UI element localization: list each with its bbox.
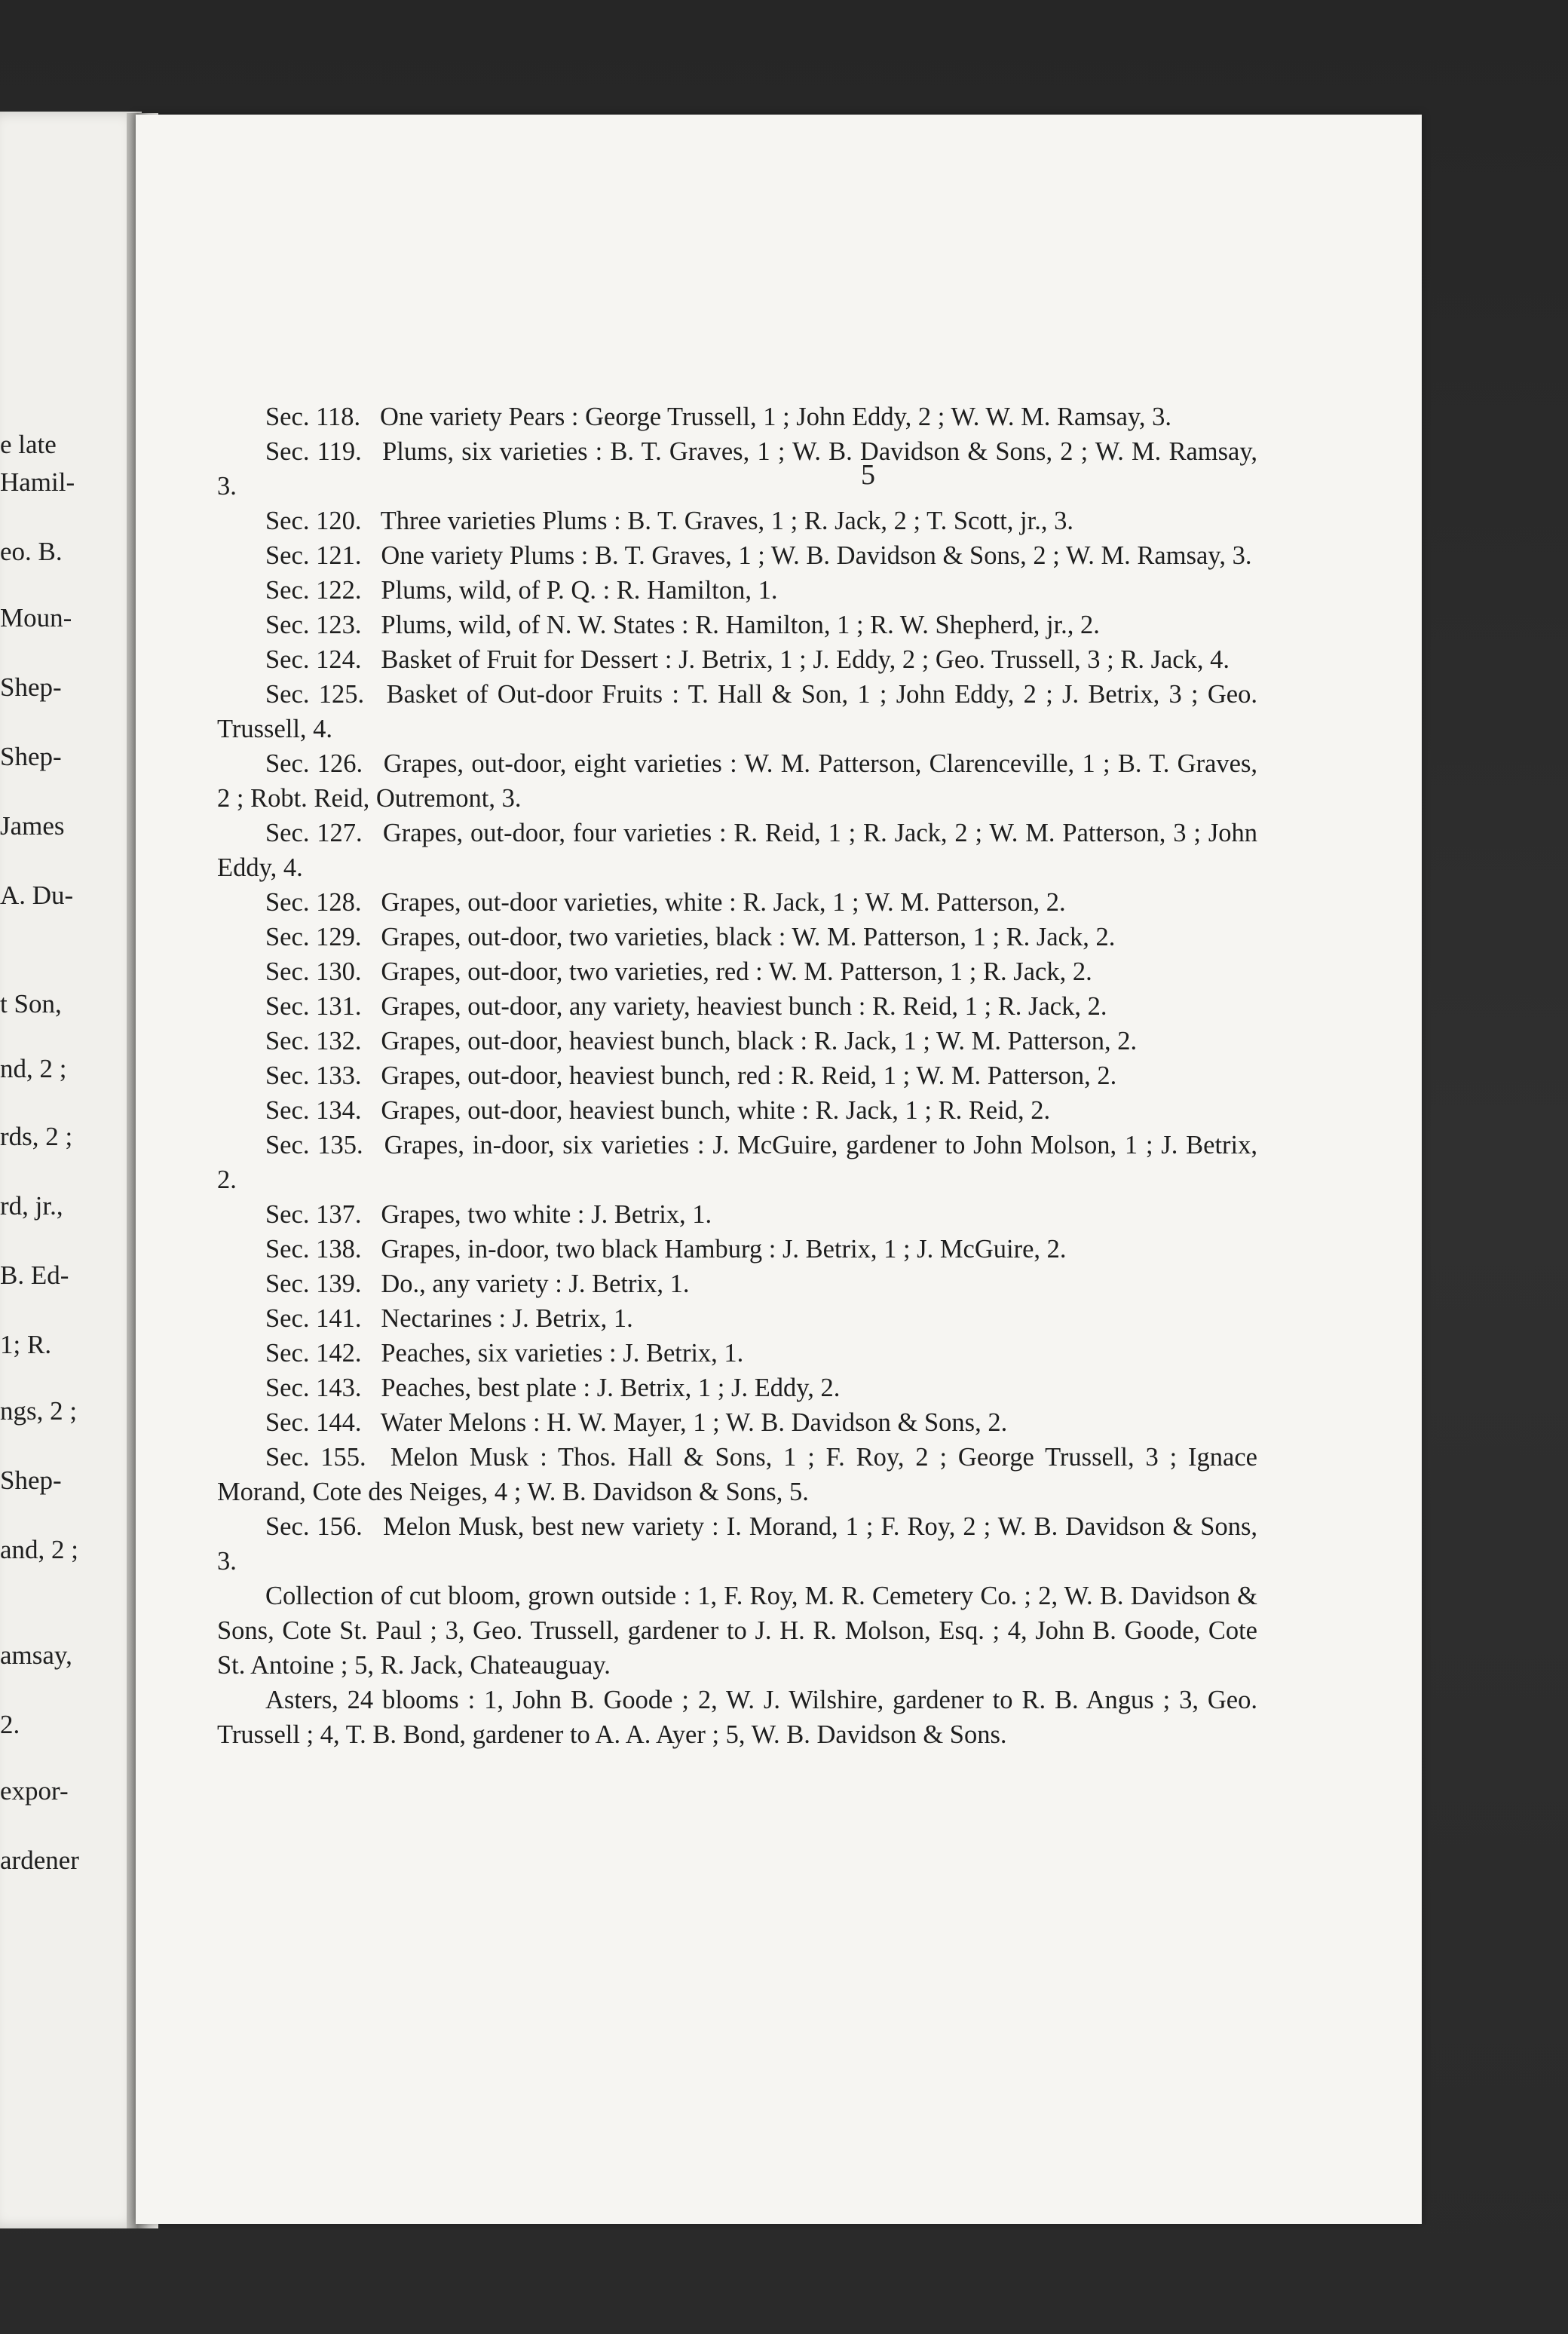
entry [217,920,1257,954]
left-page-fragment: e late [0,430,57,459]
entry [217,1058,1257,1093]
entry-text: Three varieties Plums : B. T. Graves, 1 ; R. Jack, 2 ; T. Scott, jr., 3. [380,507,1073,535]
entry [217,608,1257,642]
section-number: Sec. 144. [265,1408,362,1437]
entry-text: Water Melons : H. W. Mayer, 1 ; W. B. Davidson & Sons, 2. [380,1408,1008,1437]
section-number: Sec. 122. [265,576,362,605]
section-number: Sec. 135. [265,1131,363,1159]
entry-text: Peaches, six varieties : J. Betrix, 1. [381,1339,744,1368]
section-number: Sec. 137. [265,1200,362,1229]
entry-text: Melon Musk, best new variety : I. Morand, 1 ; F. Roy, 2 ; W. B. Davidson & Sons, 3. [217,1512,1258,1576]
entry [217,885,1257,920]
page-number: 5 [861,459,875,491]
entry [217,1371,1257,1405]
entry [217,746,1257,816]
entry [217,400,1257,434]
left-page-fragment: A. Du- [0,881,74,910]
entry [217,1093,1257,1128]
entry [217,1405,1257,1440]
entry [217,642,1257,677]
entry [217,1579,1257,1683]
section-number: Sec. 119. [265,437,362,466]
entry-text: Grapes, out-door, two varieties, black : W. M. Patterson, 1 ; R. Jack, 2. [381,923,1116,951]
entry-text: Asters, 24 blooms : 1, John B. Goode ; 2, W. J. Wilshire, gardener to R. B. Angus ; 3, Geo. Trussell ; 4, T. B. Bond, gardener to A. A. Ayer ; 5, W. B. Davidson & Sons. [217,1686,1257,1749]
section-number: Sec. 141. [265,1304,362,1333]
entry-text: Melon Musk : Thos. Hall & Sons, 1 ; F. Roy, 2 ; George Trussell, 3 ; Ignace Morand, Cote des Neiges, 4 ; W. B. Davidson & Sons, 5. [217,1443,1257,1506]
section-number: Sec. 132. [265,1027,362,1055]
section-number: Sec. 126. [265,749,363,778]
section-number: Sec. 130. [265,957,362,986]
left-page-fragment: amsay, [0,1640,72,1670]
left-page-fragment: rd, jr., [0,1191,63,1221]
left-page-fragment: t Son, [0,989,62,1018]
entry [217,1301,1257,1336]
left-page-fragment: 1; R. [0,1330,52,1359]
section-number: Sec. 142. [265,1339,362,1368]
entry-text: Plums, six varieties : B. T. Graves, 1 ; W. B. Davidson & Sons, 2 ; W. M. Ramsay, 3. [217,437,1257,501]
section-number: Sec. 155. [265,1443,366,1472]
entry [217,1336,1257,1371]
entry-text: Basket of Fruit for Dessert : J. Betrix, 1 ; J. Eddy, 2 ; Geo. Trussell, 3 ; R. Jack, 4. [381,645,1230,674]
left-page-fragment: expor- [0,1776,69,1806]
left-page-fragment: Moun- [0,603,72,633]
entry-text: Grapes, out-door, heaviest bunch, white : R. Jack, 1 ; R. Reid, 2. [381,1096,1051,1125]
left-page-fragment: Hamil- [0,467,75,497]
entry-text: Grapes, out-door, any variety, heaviest bunch : R. Reid, 1 ; R. Jack, 2. [381,992,1107,1021]
entry-text: One variety Plums : B. T. Graves, 1 ; W. B. Davidson & Sons, 2 ; W. M. Ramsay, 3. [381,541,1252,570]
entry [217,1128,1257,1197]
section-number: Sec. 125. [265,680,365,709]
entry-text: Grapes, out-door, heaviest bunch, red : R. Reid, 1 ; W. M. Patterson, 2. [381,1061,1117,1090]
left-page-fragment: 2. [0,1710,20,1739]
entry [217,677,1257,746]
entry [217,1267,1257,1301]
left-page-fragment: B. Ed- [0,1260,69,1290]
entry [217,1509,1257,1579]
left-page-fragment: ngs, 2 ; [0,1396,78,1426]
left-facing-page [0,112,142,2228]
entry [217,816,1257,885]
left-page-fragment: James [0,811,65,841]
entry [217,1232,1257,1267]
left-page-fragment: nd, 2 ; [0,1054,67,1083]
entry-text: Grapes, out-door, heaviest bunch, black : R. Jack, 1 ; W. M. Patterson, 2. [381,1027,1138,1055]
left-page-fragment: and, 2 ; [0,1535,79,1564]
entries-list [217,400,1257,1752]
entry [217,538,1257,573]
left-page-fragment: rds, 2 ; [0,1122,73,1151]
section-number: Sec. 124. [265,645,362,674]
section-number: Sec. 127. [265,819,363,847]
entry-text: Grapes, out-door varieties, white : R. Jack, 1 ; W. M. Patterson, 2. [381,888,1066,917]
entry-text: Grapes, in-door, six varieties : J. McGuire, gardener to John Molson, 1 ; J. Betrix, 2. [217,1131,1257,1194]
entry-text: Grapes, out-door, four varieties : R. Reid, 1 ; R. Jack, 2 ; W. M. Patterson, 3 ; John Eddy, 4. [217,819,1258,882]
entry-text: Plums, wild, of N. W. States : R. Hamilton, 1 ; R. W. Shepherd, jr., 2. [381,611,1100,639]
entry [217,1024,1257,1058]
entry-text: Grapes, out-door, two varieties, red : W. M. Patterson, 1 ; R. Jack, 2. [381,957,1092,986]
section-number: Sec. 121. [265,541,362,570]
entry-text: Plums, wild, of P. Q. : R. Hamilton, 1. [381,576,778,605]
entry-text: Grapes, out-door, eight varieties : W. M. Patterson, Clarenceville, 1 ; B. T. Graves, 2 ; Robt. Reid, Outremont, 3. [217,749,1257,813]
section-number: Sec. 156. [265,1512,363,1541]
entry [217,1197,1257,1232]
entry [217,1440,1257,1509]
section-number: Sec. 138. [265,1235,362,1263]
section-number: Sec. 131. [265,992,362,1021]
left-page-fragment: Shep- [0,742,62,771]
section-number: Sec. 129. [265,923,362,951]
left-page-fragment: eo. B. [0,537,63,566]
section-number: Sec. 139. [265,1270,362,1298]
entry-text: Peaches, best plate : J. Betrix, 1 ; J. Eddy, 2. [381,1374,841,1402]
entry-text: Grapes, two white : J. Betrix, 1. [381,1200,712,1229]
entry-text: Nectarines : J. Betrix, 1. [381,1304,633,1333]
entry [217,954,1257,989]
left-page-fragment: Shep- [0,672,62,702]
left-page-fragment: Shep- [0,1466,62,1495]
entry-text: Collection of cut bloom, grown outside : 1, F. Roy, M. R. Cemetery Co. ; 2, W. B. Davidson & Sons, Cote St. Paul ; 3, Geo. Trussell, gardener to J. H. R. Molson, Esq. ; 4, John B. Goode, Cote St. Antoine ; 5, R. Jack, Chateauguay. [217,1582,1257,1680]
entry [217,573,1257,608]
entry [217,1683,1257,1752]
entry-text: One variety Pears : George Trussell, 1 ; John Eddy, 2 ; W. W. M. Ramsay, 3. [380,403,1172,431]
section-number: Sec. 133. [265,1061,362,1090]
left-page-fragment: ardener [0,1845,79,1875]
entry [217,434,1257,504]
entry-text: Do., any variety : J. Betrix, 1. [381,1270,690,1298]
section-number: Sec. 123. [265,611,362,639]
entry [217,504,1257,538]
entry [217,989,1257,1024]
section-number: Sec. 134. [265,1096,362,1125]
section-number: Sec. 118. [265,403,361,431]
section-number: Sec. 143. [265,1374,362,1402]
section-number: Sec. 120. [265,507,362,535]
section-number: Sec. 128. [265,888,362,917]
entry-text: Basket of Out-door Fruits : T. Hall & Son, 1 ; John Eddy, 2 ; J. Betrix, 3 ; Geo. Trussell, 4. [217,680,1257,743]
entry-text: Grapes, in-door, two black Hamburg : J. Betrix, 1 ; J. McGuire, 2. [381,1235,1067,1263]
